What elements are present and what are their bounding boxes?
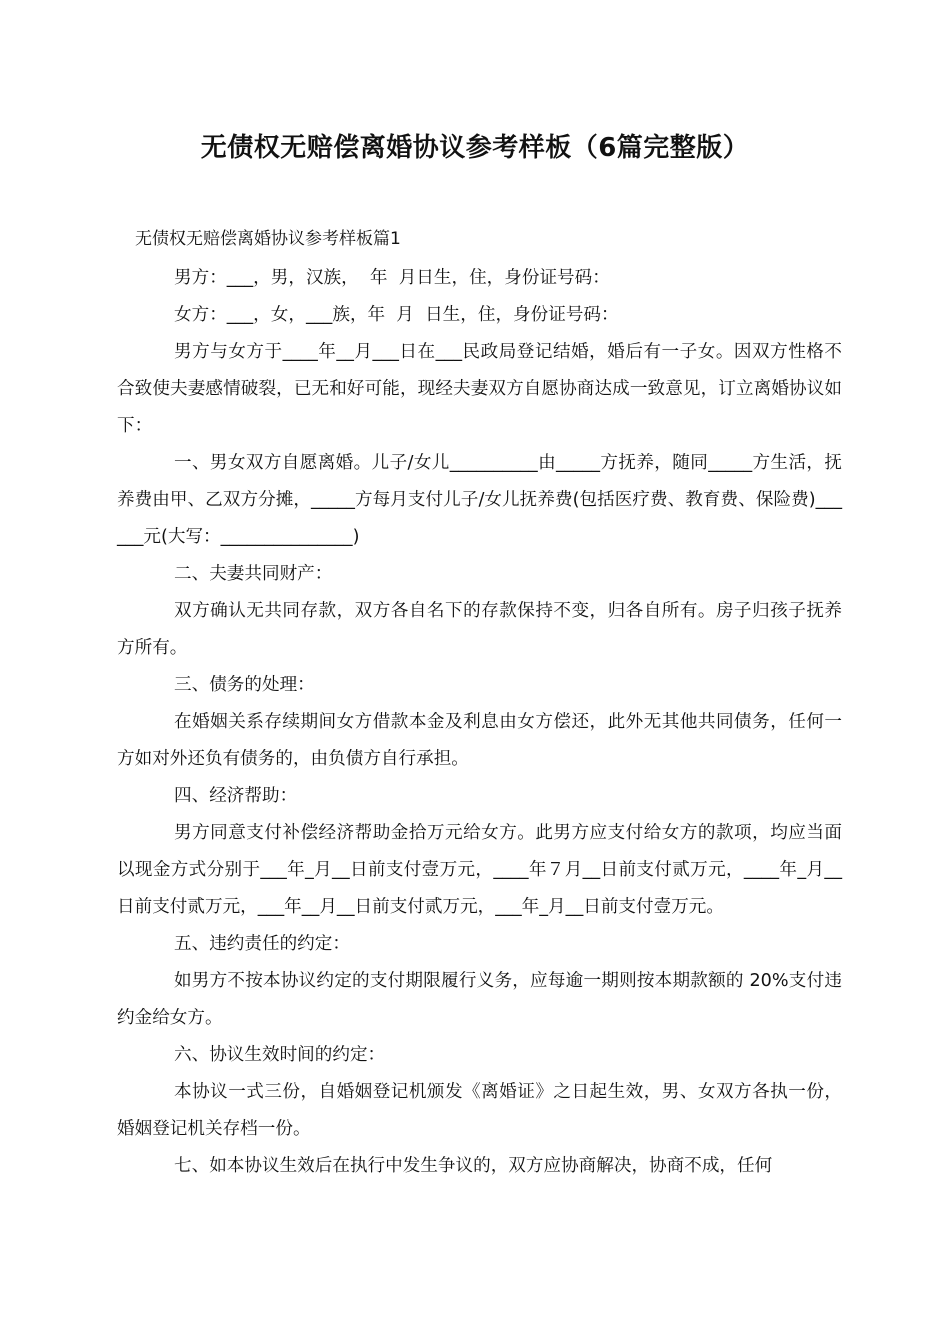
document-title: 无债权无赔偿离婚协议参考样板（6篇完整版） bbox=[200, 133, 750, 163]
document-body bbox=[117, 260, 842, 1185]
party-female-line: 女方：___，女，___族，年 月 日生，住，身份证号码： bbox=[174, 305, 619, 325]
clause-3-heading: 三、债务的处理： bbox=[174, 675, 315, 695]
clause-5-heading: 五、违约责任的约定： bbox=[174, 934, 350, 954]
intro-paragraph: 男方与女方于____年__月___日在___民政局登记结婚，婚后有一子女。因双方性格不合致使夫妻感情破裂，已无和好可能，现经夫妻双方自愿协商达成一致意见，订立离婚协议如下： bbox=[117, 342, 842, 436]
clause-4-body: 男方同意支付补偿经济帮助金拾万元给女方。此男方应支付给女方的款项，均应当面以现金方式分别于___年_月__日前支付壹万元，____年７月__日前支付贰万元，____年_月__日前支付贰万元，___年__月__日前支付贰万元，___年_月__日前支付壹万元。 bbox=[117, 823, 842, 917]
clause-6-body: 本协议一式三份，自婚姻登记机颁发《离婚证》之日起生效，男、女双方各执一份，婚姻登记机关存档一份。 bbox=[117, 1082, 842, 1139]
clause-3-body: 在婚姻关系存续期间女方借款本金及利息由女方偿还，此外无其他共同债务，任何一方如对外还负有债务的，由负债方自行承担。 bbox=[117, 712, 842, 769]
clause-6-heading: 六、协议生效时间的约定： bbox=[174, 1045, 386, 1065]
party-male-line: 男方：___，男，汉族， 年 月日生，住，身份证号码： bbox=[174, 268, 610, 288]
clause-2-body: 双方确认无共同存款，双方各自名下的存款保持不变，归各自所有。房子归孩子抚养方所有。 bbox=[117, 601, 842, 658]
clause-2-heading: 二、夫妻共同财产： bbox=[174, 564, 333, 584]
clause-5-body: 如男方不按本协议约定的支付期限履行义务，应每逾一期则按本期款额的 20%支付违约金给女方。 bbox=[117, 971, 842, 1028]
clause-7-body: 七、如本协议生效后在执行中发生争议的，双方应协商解决，协商不成，任何 bbox=[174, 1156, 773, 1176]
section-heading: 无债权无赔偿离婚协议参考样板篇1 bbox=[135, 229, 401, 249]
clause-4-heading: 四、经济帮助： bbox=[174, 786, 298, 806]
clause-1-custody: 一、男女双方自愿离婚。儿子/女儿__________由_____方抚养，随同_____方生活，抚养费由甲、乙双方分摊，_____方每月支付儿子/女儿抚养费(包括医疗费、教育费、保险费)______元(大写：_______________) bbox=[117, 453, 842, 547]
